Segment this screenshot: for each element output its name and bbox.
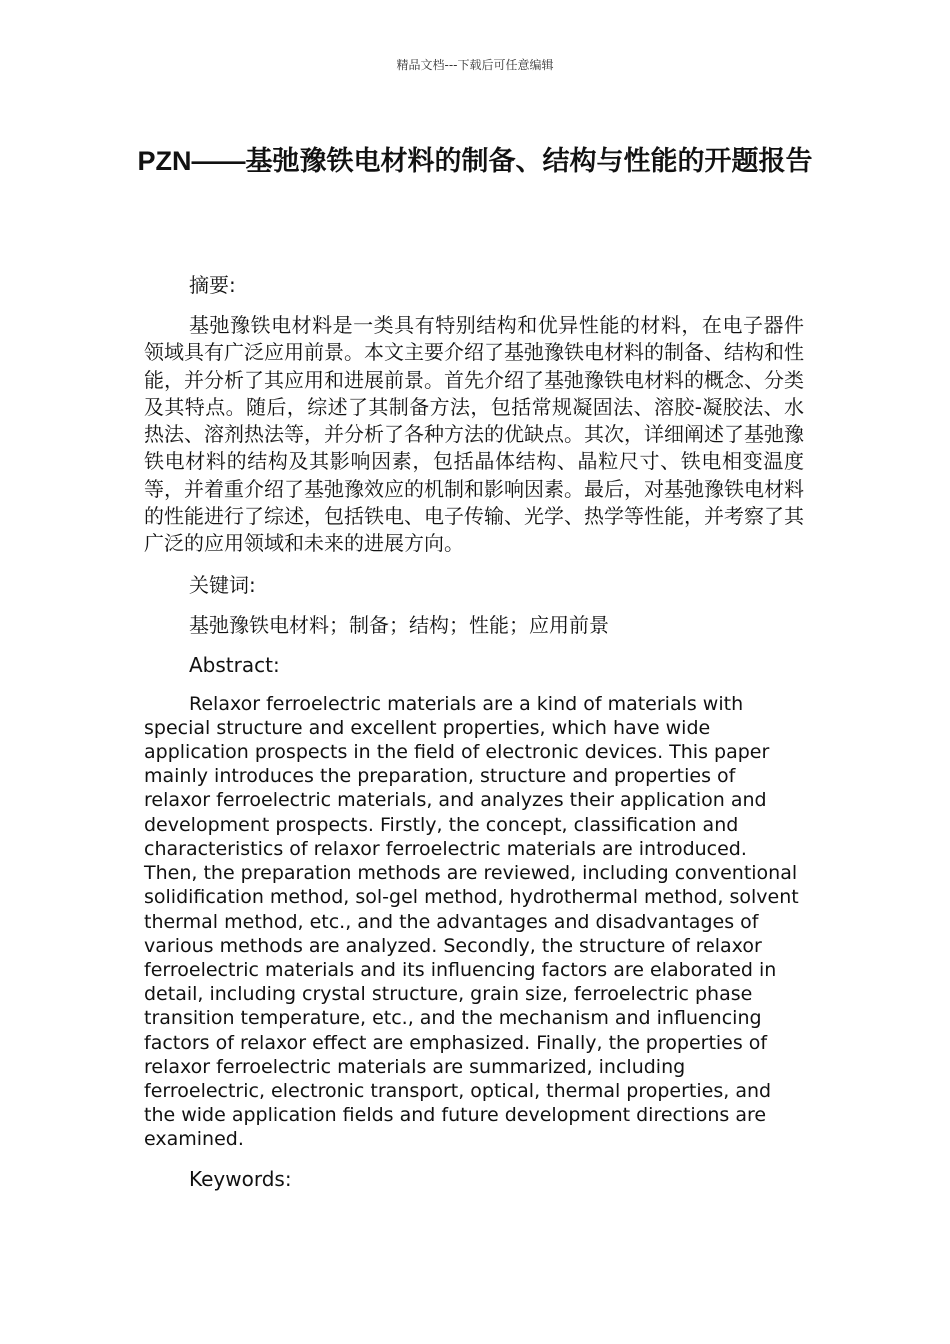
keywords-zh-text: 基弛豫铁电材料；制备；结构；性能；应用前景 <box>189 612 609 637</box>
page-header-note: 精品文档---下载后可任意编辑 <box>396 58 554 72</box>
abstract-en-label: Abstract: <box>189 652 280 677</box>
abstract-zh-text: 基弛豫铁电材料是一类具有特别结构和优异性能的材料，在电子器件领域具有广泛应用前景。本文主要介绍了基弛豫铁电材料的制备、结构和性能，并分析了其应用和进展前景。首先介绍了基弛豫铁电材料的概念、分类及其特点。随后，综述了其制备方法，包括常规凝固法、溶胶-凝胶法、水热法、溶剂热法等，并分析了各种方法的优缺点。其次，详细阐述了基弛豫铁电材料的结构及其影响因素，包括晶体结构、晶粒尺寸、铁电相变温度等，并着重介绍了基弛豫效应的机制和影响因素。最后，对基弛豫铁电材料的性能进行了综述，包括铁电、电子传输、光学、热学等性能，并考察了其广泛的应用领域和未来的进展方向。 <box>144 313 804 556</box>
abstract-zh-label: 摘要: <box>189 273 236 297</box>
keywords-zh-label: 关键词: <box>189 572 256 597</box>
document-title: PZN——基弛豫铁电材料的制备、结构与性能的开题报告 <box>137 146 813 176</box>
document-body <box>144 272 804 1206</box>
abstract-en-text: Relaxor ferroelectric materials are a kind of materials with special structure and excellent properties, which have wide application prospects in the field of electronic devices. This paper mainly introduces the preparation, structure and properties of relaxor ferroelectric materials, and analyzes their application and development prospects. Firstly, the concept, classification and characteristics of relaxor ferroelectric materials are introduced. Then, the preparation methods are reviewed, including conventional solidification method, sol-gel method, hydrothermal method, solvent thermal method, etc., and the advantages and disadvantages of various methods are analyzed. Secondly, the structure of relaxor ferroelectric materials and its influencing factors are elaborated in detail, including crystal structure, grain size, ferroelectric phase transition temperature, etc., and the mechanism and influencing factors of relaxor effect are emphasized. Finally, the properties of relaxor ferroelectric materials are summarized, including ferroelectric, electronic transport, optical, thermal properties, and the wide application fields and future development directions are examined. <box>144 692 799 1151</box>
keywords-en-label: Keywords: <box>189 1166 292 1191</box>
